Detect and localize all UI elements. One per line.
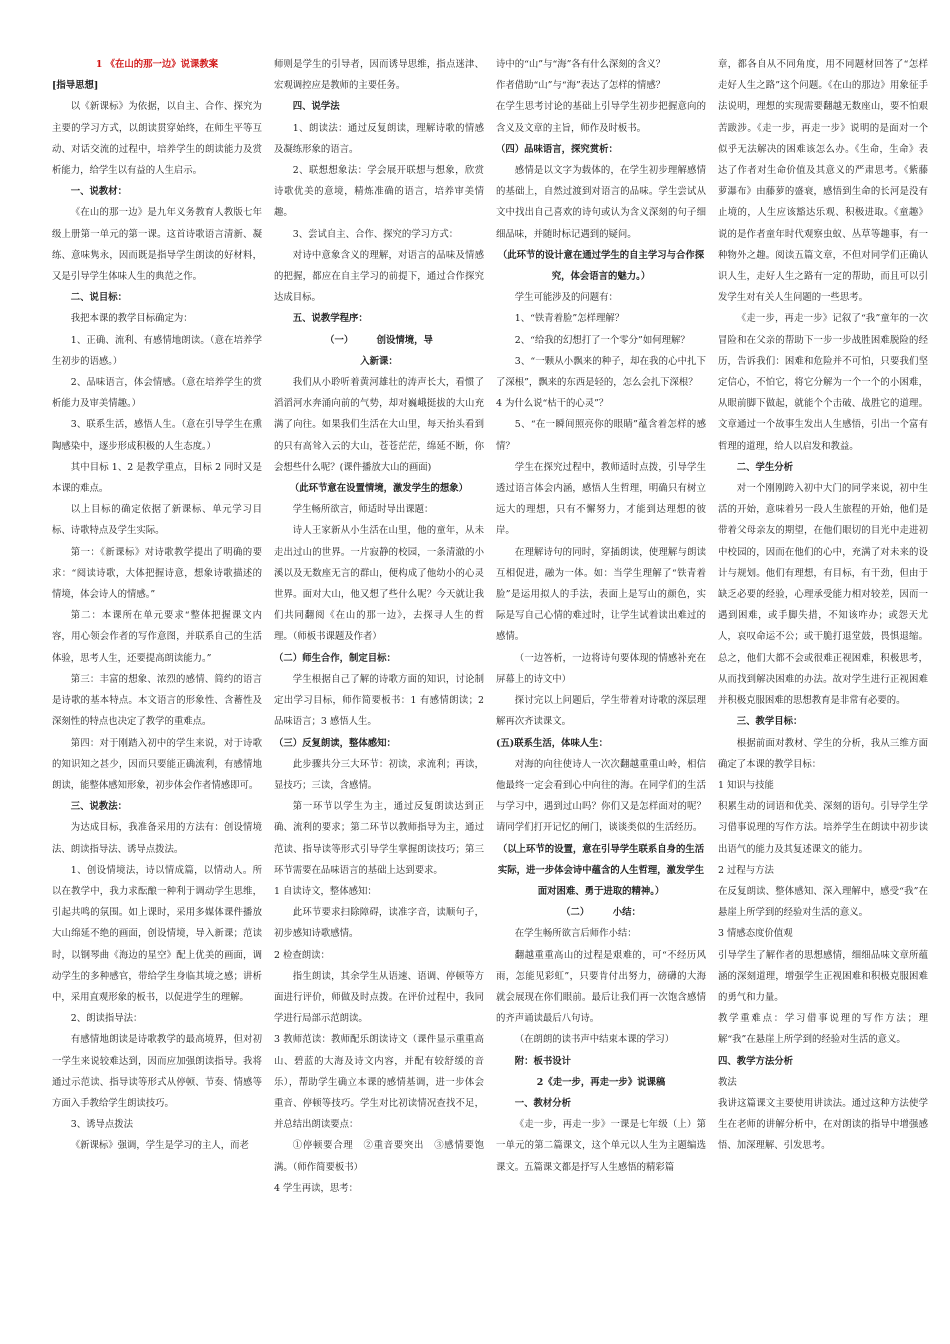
paragraph: 在理解诗句的同时，穿插朗读，使理解与朗读互相促进，融为一体。如：当学生理解了“铁青着脸”是运用拟人的手法，表面上是写山的颜色，实际是写自己心情的难过时，让学生试着读出难过的感情。 (496, 546, 706, 643)
paragraph-heading: (五)联系生活，体味人生： (496, 737, 608, 749)
document-title (52, 54, 262, 75)
paragraph: 2、朗读指导法： (70, 1013, 143, 1025)
paragraph: 作者借助“山”与“海”表达了怎样的情感？ (496, 80, 666, 92)
paragraph: 1 知识与技能 (718, 779, 774, 791)
column-2 (274, 54, 484, 1334)
paragraph: 探讨完以上问题后，学生带着对诗歌的深层理解再次齐读课文。 (496, 695, 706, 728)
paragraph: 感情是以文字为载体的，在学生初步理解感情的基础上，自然过渡到对语言的品味。学生尝试从文中找出自己喜欢的诗句或认为含义深刻的句子细细品味，并随时标记遇到的疑问。 (496, 165, 706, 240)
column-1 (52, 54, 262, 1334)
paragraph-heading: 二、学生分析 (736, 461, 794, 473)
paragraph: 学生可能涉及的问题有： (514, 292, 618, 304)
paragraph: 第一：《新课标》对诗歌教学提出了明确的要求：“阅读诗歌，大体把握诗意，想象诗歌描述的情境，体会诗人的情感。” (52, 546, 262, 601)
paragraph: 在学生思考讨论的基础上引导学生初步把握意向的含义及文章的主旨，师作及时板书。 (496, 101, 706, 134)
paragraph: 3、尝试自主、合作、探究的学习方式： (292, 228, 459, 240)
paragraph: 此环节要求扫除障碍，读准字音，读顺句子，初步感知诗歌感情。 (274, 907, 484, 940)
paragraph: 教法 (718, 1076, 737, 1088)
paragraph: 《走一步，再走一步》记叙了“我”童年的一次冒险和在父亲的帮助下一步一步战胜困难脱险的经历，告诉我们：困难和危险并不可怕，只要我们坚定信心，不怕它，将它分解为一个一个的小困难，从眼前脚下做起，就能个个击破、战胜它的道理。文章通过一个故事生发出人生感悟，引出一个富有哲理的道理，给人以启发和教益。 (718, 313, 928, 452)
paragraph-heading: （一） 创设情境，导 (325, 334, 433, 346)
paragraph: 2、品味语言，体会情感。（意在培养学生的赏析能力及审美情趣。） (52, 377, 262, 410)
paragraph: 诗中的“山”与“海”各有什么深刻的含义？ (496, 59, 666, 70)
paragraph-heading: 附：板书设计 (514, 1055, 572, 1067)
paragraph-heading: （此环节意在设置情境，激发学生的想象） (289, 483, 469, 495)
paragraph: 在反复朗读、整体感知、深入理解中，感受“我”在悬崖上所学到的经验对生活的意义。 (718, 885, 928, 919)
paragraph: 3、诱导点拨法 (70, 1119, 134, 1131)
paragraph: 在学生畅所欲言后师作小结： (514, 928, 637, 940)
paragraph: 第四：对于刚踏入初中的学生来说，对于诗歌的知识知之甚少，因而只要能正确流利，有感情地朗读，能整体感知形象，初步体会作者情感即可。 (52, 737, 262, 791)
paragraph: 第一环节以学生为主，通过反复朗读达到正确、流利的要求；第二环节以教师指导为主，通过范读、指导读等形式引导学生掌握朗读技巧；第三环节需要在品味语言的基础上达到要求。 (274, 801, 484, 876)
paragraph: 4 学生再读，思考： (274, 1182, 358, 1194)
paragraph-heading: 四、教学方法分析 (718, 1055, 794, 1067)
paragraph: 1、创设情境法，诗以情成篇，以情动人。所以在教学中，我力求酝酿一种利于调动学生思维，引起共鸣的氛围。如上课时，采用多媒体课件播放大山绵延不绝的画面，创设情境，导入新课；范读时，以钢琴曲《海边的星空》配上优美的画面，调动学生的多种感官，带给学生身临其境之感；讲析中，采用直观形象的板书，以促进学生的理解。 (52, 864, 262, 1003)
paragraph: 我讲这篇课文主要使用讲读法。通过这种方法使学生在老师的讲解分析中，在对朗读的指导中增强感悟、加深理解、引发思考。 (718, 1097, 928, 1152)
paragraph: 引导学生了解作者的思想感情，细细品味文章所蕴涵的深刻道理，增强学生正视困难和积极克服困难的勇气和力量。 (718, 949, 928, 1003)
paragraph: 根据前面对教材、学生的分析，我从三维方面确定了本课的教学目标： (718, 737, 928, 770)
paragraph: 学生畅所欲言，师适时导出课题： (292, 504, 434, 516)
paragraph-heading: 一、说教材： (70, 186, 128, 198)
paragraph: 师则是学生的引导者，因而诱导思维，指点迷津、宏观调控应是教师的主要任务。 (274, 59, 484, 92)
paragraph: 3 教师范读：教师配乐朗读诗文（课件显示重重高山、碧蓝的大海及诗文内容，并配有较舒缓的音乐），帮助学生确立本课的感情基调，进一步体会重音、停顿等技巧。学生对比初读情况查找不足，并总结出朗读要点： (274, 1034, 484, 1131)
paragraph: 3 情感态度价值观 (718, 928, 793, 940)
paragraph: 2 过程与方法 (718, 864, 774, 876)
paragraph: 此步骤共分三大环节：初读，求流利；再读，显技巧；三读，含感情。 (274, 758, 484, 791)
paragraph: 1、“铁青着脸”怎样理解？ (514, 313, 625, 325)
paragraph: 诗人王家新从小生活在山里，他的童年，从未走出过山的世界。一片寂静的校园，一条清澈的小溪以及无数座无言的群山，便构成了他幼小的心灵世界。面对大山，他又想了些什么呢？今天就让我们共同翻阅《在山的那一边》，去探寻人生的哲理。（师板书课题及作者） (274, 525, 484, 643)
paragraph: 有感情地朗读是诗歌教学的最高境界，但对初一学生来说较难达到，因而应加强朗读指导。我将通过示范读、指导读等形式从停顿、节奏、情感等方面入手教给学生朗读技巧。 (52, 1034, 262, 1109)
paragraph: 其中目标 1、2 是教学重点，目标 2 同时又是本课的难点。 (52, 461, 262, 495)
column-3 (496, 54, 706, 1334)
paragraph: 4 为什么说“枯干的心灵”？ (496, 398, 609, 410)
paragraph-heading: （二） 小结： (561, 907, 641, 919)
paragraph: 《新课标》强调，学生是学习的主人，而老 (70, 1140, 249, 1152)
paragraph-heading: （二）师生合作，制定目标： (274, 652, 396, 664)
paragraph: 为达成目标，我准备采用的方法有：创设情境法、朗读指导法、诱导点拨法。 (52, 822, 262, 855)
paragraph-heading: （以上环节的设置，意在引导学生联系自身的生活实际，进一步体会诗中蕴含的人生哲理，激发学生面对困难、勇于进取的精神。） (497, 843, 705, 897)
paragraph: 翻越重重高山的过程是艰难的，可“不经历风雨，怎能见彩虹”，只要肯付出努力，磅礴的大海就会展现在你们眼前。最后让我们再一次饱含感情的齐声诵读最后八句诗。 (496, 949, 706, 1025)
paragraph-heading: 2《走一步，再走一步》说课稿 (536, 1076, 666, 1088)
paragraph-heading: （三）反复朗读，整体感知： (274, 737, 396, 749)
paragraph: 1、正确、流利、有感情地朗读。（意在培养学生初步的语感。） (52, 334, 262, 367)
paragraph: 2、联想想象法：学会展开联想与想象，欣赏诗歌优美的意境，精炼准确的语言，培养审美情趣。 (274, 165, 484, 219)
paragraph: 3、“一颗从小飘来的种子，却在我的心中扎下了深根”，飘来的东西是轻的，怎么会扎下深根？ (496, 355, 706, 389)
paragraph: 指生朗读，其余学生从语速、语调、停顿等方面进行评价，师做及时点拨。在评价过程中，我同学进行局部示范朗读。 (274, 970, 484, 1025)
paragraph: 积累生动的词语和优美、深刻的语句。引导学生学习借事说理的写作方法。培养学生在朗读中初步读出语气的能力及其复述课文的能力。 (718, 801, 928, 855)
title-text: 1 《在山的那一边》说课教案 (95, 59, 219, 70)
paragraph-heading: 三、说教法： (70, 801, 128, 813)
paragraph-heading: 三、教学目标： (736, 716, 803, 728)
paragraph: 第二：本课所在单元要求“整体把握课文内容，用心领会作者的写作意图，并联系自己的生活体验，思考人生，还要提高朗读能力。” (52, 610, 262, 664)
paragraph: 2 检查朗读： (274, 949, 330, 961)
paragraph: 《在山的那一边》是九年义务教育人教版七年级上册第一单元的第一课。这首诗歌语言清新、凝练、意味隽永，因而既是指导学生朗读的好材料，又是引导学生体味人生的典范之作。 (52, 207, 262, 283)
paragraph: 2、“给我的幻想打了一个零分”如何理解？ (514, 334, 690, 346)
paragraph: 以《新课标》为依据，以自主、合作、探究为主要的学习方式，以朗读贯穿始终，在师生平等互动、对话交流的过程中，培养学生的朗读能力及赏析能力，给学生以有益的人生启示。 (52, 101, 262, 177)
paragraph: 学生根据自己了解的诗歌方面的知识，讨论制定出学习目标，师作简要板书：1 有感情朗读；2 品味语言；3 感悟人生。 (274, 673, 484, 728)
paragraph-heading: [指导思想] (52, 80, 99, 92)
paragraph: 1、朗读法：通过反复朗读，理解诗歌的情感及凝练形象的语言。 (274, 122, 484, 155)
column-4 (718, 54, 928, 1334)
paragraph-heading: 五、说教学程序： (292, 313, 368, 325)
paragraph: 学生在探究过程中，教师适时点拨，引导学生透过语言体会内涵，感悟人生哲理，明确只有树立远大的理想，只有不懈努力，才能到达理想的彼岸。 (496, 461, 706, 537)
paragraph: 3、联系生活，感悟人生。（意在引导学生在熏陶感染中，逐步形成积极的人生态度。） (52, 419, 262, 452)
paragraph: 对诗中意象含义的理解，对语言的品味及情感的把握，都应在自主学习的前提下，通过合作探究达成目标。 (274, 249, 484, 304)
paragraph-heading: 一、教材分析 (514, 1097, 572, 1109)
paragraph: （在朗朗的读书声中结束本课的学习） (514, 1034, 675, 1046)
paragraph-heading: （此环节的设计意在通过学生的自主学习与合作探究，体会语言的魅力。） (497, 249, 705, 283)
paragraph: ①停顿要合理 ②重音要突出 ③感情要饱满。（师作简要板书） (274, 1140, 484, 1173)
paragraph: 我把本课的教学目标确定为： (70, 313, 193, 325)
paragraph: 5、“在一瞬间照亮你的眼睛”蕴含着怎样的感情？ (496, 419, 706, 452)
paragraph: （一边答析，一边将诗句要体现的情感补充在屏幕上的诗文中） (496, 652, 706, 685)
paragraph: 《走一步，再走一步》一课是七年级（上）第一单元的第二篇课文，这个单元以人生为主题编选课文。五篇课文都是抒写人生感悟的精彩篇 (496, 1119, 706, 1173)
paragraph: 对海的向往使诗人一次次翻越重重山岭，相信他最终一定会看到心中向往的海。在同学们的生活与学习中，遇到过山吗？你们又是怎样面对的呢？请同学们打开记忆的闸门，谈谈类似的生活经历。 (496, 758, 706, 834)
paragraph: 以上目标的确定依据了新课标、单元学习目标、诗歌特点及学生实际。 (52, 504, 262, 537)
paragraph: 第三：丰富的想象、浓烈的感情、简约的语言是诗歌的基本特点。本文语言的形象性、含蓄性及深刻性的特点也决定了教学的重难点。 (52, 673, 262, 728)
paragraph: 1 自读诗文，整体感知： (274, 885, 377, 897)
paragraph-heading: 二、说目标： (70, 292, 128, 304)
paragraph: 对一个刚刚跨入初中大门的同学来说，初中生活的开始，意味着另一段人生旅程的开始，他们是带着父母亲友的期望，在他们眼切的目光中走进初中校园的，因而在他们的心中，充满了对未来的设计与规划。他们有理想，有目标，有干劲，但由于缺乏必要的经验，心理承受能力相对较差，因而一遇到困难，或手脚失措，不知该咋办；或怨天尤人，哀叹命运不公；或干脆打退堂鼓，畏惧退缩。总之，他们大都不会或很难正视困难，积极思考，从而找到解决困难的办法。故对学生进行正视困难并积极克服困难的思想教育是非常有必要的。 (718, 483, 928, 707)
paragraph-heading: 入新课： (360, 355, 398, 367)
paragraph-heading: 四、说学法 (292, 101, 340, 113)
paragraph: 教学重难点：学习借事说理的写作方法；理解“我”在悬崖上所学到的经验对生活的意义。 (718, 1013, 928, 1046)
paragraph-heading: （四）品味语言，探究赏析： (496, 143, 618, 155)
paragraph: 章，都各自从不同角度，用不同题材回答了“怎样走好人生之路”这个问题。《在山的那边》用象征手法说明，理想的实现需要翻越无数座山，要不怕艰苦跋涉。《走一步，再走一步》说明的是面对一个似乎无法解决的困难该怎么办。《生命，生命》表达了作者对生命价值及其意义的严肃思考。《紫藤萝瀑布》由藤萝的盛衰，感悟到生命的长河是没有止境的，人生应该豁达乐观、积极进取。《童趣》说的是作者童年时代观察虫蚁、丛草等趣事，有一种物外之趣。阅读五篇文章，不但对同学们正确认识人生，走好人生之路有一定的帮助，而且可以引发学生对有关人生问题的一些思考。 (718, 59, 928, 304)
paragraph: 我们从小聆听着黄河雄壮的涛声长大，看惯了滔滔河水奔涌向前的气势，却对巍峨挺拔的大山充满了向往。如果我们生活在大山里，每天抬头看到的只有高耸入云的大山，苍苍茫茫，绵延不断，你会想些什么呢？(课件播放大山的画面) (274, 377, 484, 473)
